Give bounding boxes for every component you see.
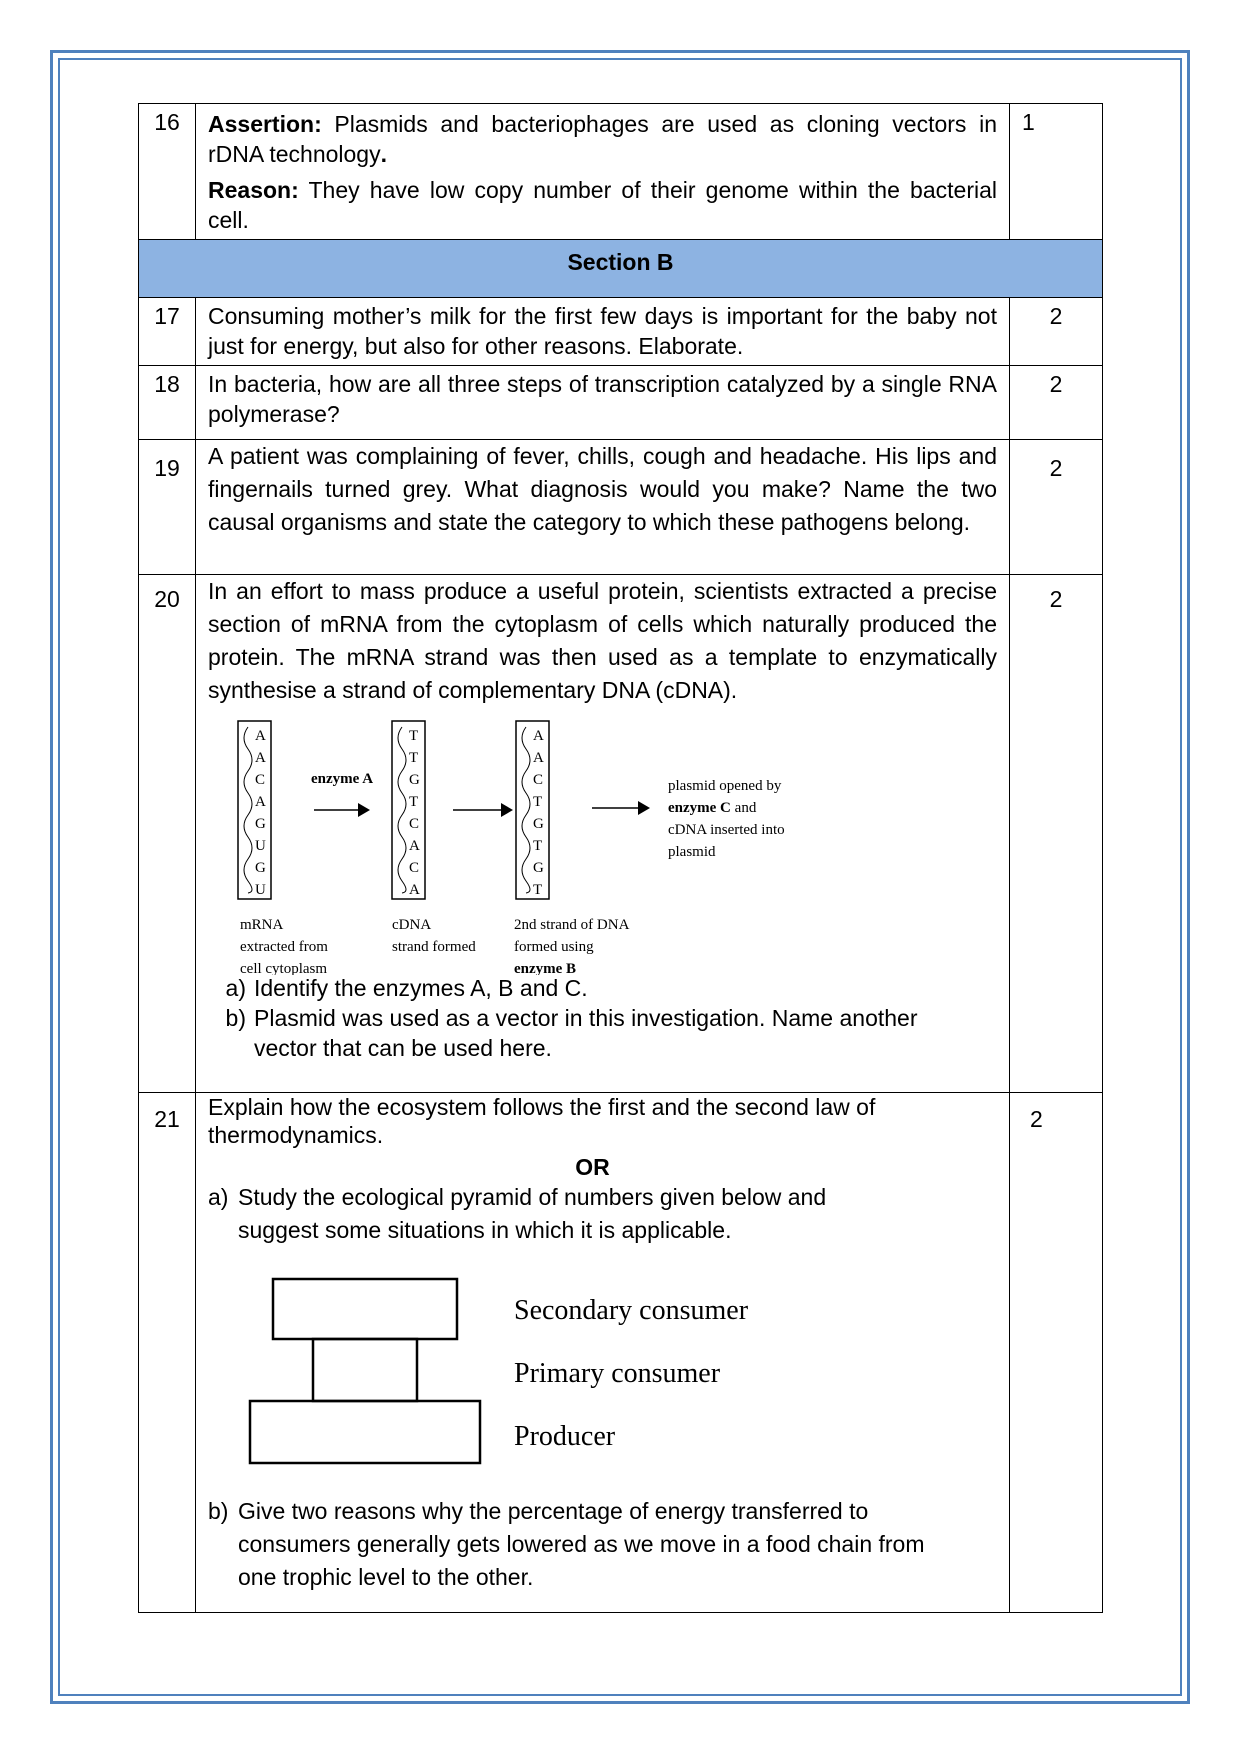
plasmid-note <box>668 778 785 860</box>
caption-3 <box>514 917 630 975</box>
plasmid-line <box>668 800 757 816</box>
base-label: C <box>409 860 420 876</box>
caption-line: extracted from <box>240 939 328 955</box>
question-table <box>138 103 1103 1613</box>
section-header-row <box>139 240 1103 298</box>
dna-second-strand-line <box>522 727 530 893</box>
plasmid-line: cDNA inserted into <box>668 822 785 838</box>
plasmid-line: plasmid opened by <box>668 778 782 794</box>
question-number: 21 <box>139 1093 196 1613</box>
question-20-body <box>196 575 1010 1093</box>
base-label: T <box>409 750 419 766</box>
plasmid-line: plasmid <box>668 844 716 860</box>
arrow-1-head <box>358 803 370 817</box>
caption-line: enzyme B <box>514 961 577 975</box>
question-row-20 <box>139 575 1103 1093</box>
base-label: G <box>409 772 420 788</box>
reason-label: Reason: <box>208 176 299 203</box>
caption-line: 2nd strand of DNA <box>514 917 630 933</box>
subquestion-label: b) <box>208 1498 229 1524</box>
subquestion-text: Plasmid was used as a vector in this investigation. Name another vector that can be used here. <box>254 1005 918 1061</box>
base-label: C <box>409 816 420 832</box>
question-marks: 2 <box>1010 575 1103 1093</box>
caption-line: strand formed <box>392 939 476 955</box>
pyramid-level-primary-consumer <box>313 1339 417 1401</box>
pyramid-level-secondary-consumer <box>273 1279 457 1339</box>
subquestion-text: Study the ecological pyramid of numbers given below and suggest some situations in which it is applicable. <box>238 1184 827 1243</box>
question-19-text <box>196 440 1010 575</box>
question-row-17 <box>139 298 1103 366</box>
question-number: 20 <box>139 575 196 1093</box>
base-label: A <box>533 728 544 744</box>
question-marks: 2 <box>1010 1093 1103 1613</box>
base-label: T <box>533 794 543 810</box>
question-number: 19 <box>139 440 196 575</box>
cdna-diagram <box>208 713 968 975</box>
mrna-bases <box>255 728 266 898</box>
assertion-end: . <box>380 140 387 167</box>
question-number: 17 <box>139 298 196 366</box>
base-label: A <box>533 750 544 766</box>
base-label: A <box>255 750 266 766</box>
question-text: Explain how the ecosystem follows the first and the second law of thermodynamics. <box>208 1094 876 1148</box>
reason-text: They have low copy number of their genome within the bacterial cell. <box>208 176 997 233</box>
subquestion-label: b) <box>225 1005 246 1031</box>
base-label: G <box>533 816 544 832</box>
question-marks: 1 <box>1010 104 1103 240</box>
subquestion-text: Identify the enzymes A, B and C. <box>254 975 588 1001</box>
question-18-text <box>196 366 1010 440</box>
caption-2 <box>392 917 476 955</box>
mrna-strand-line <box>244 727 252 893</box>
cdna-bases <box>409 728 420 898</box>
question-16-body <box>196 104 1010 240</box>
caption-line: mRNA <box>240 917 284 933</box>
enzyme-a-label: enzyme A <box>311 771 374 787</box>
assertion-label: Assertion: <box>208 111 322 137</box>
base-label: A <box>255 794 266 810</box>
caption-line: formed using <box>514 939 594 955</box>
caption-1 <box>240 917 328 975</box>
question-21-body <box>196 1093 1010 1613</box>
question-text: In an effort to mass produce a useful protein, scientists extracted a precise section of mRNA from the cytoplasm of cells which naturally produced the protein. The mRNA strand was then used as a template to enzymatically synthesise a strand of complementary DNA (cDNA). <box>208 578 997 703</box>
question-marks: 2 <box>1010 298 1103 366</box>
pyramid-of-numbers <box>248 1269 808 1491</box>
base-label: G <box>533 860 544 876</box>
question-row-16 <box>139 104 1103 240</box>
question-row-18 <box>139 366 1103 440</box>
base-label: C <box>255 772 266 788</box>
base-label: T <box>533 882 543 898</box>
section-title: Section B <box>139 240 1103 298</box>
caption-line: cell cytoplasm <box>240 961 328 975</box>
question-17-text <box>196 298 1010 366</box>
subquestion-text: Give two reasons why the percentage of energy transferred to consumers generally gets lowered as we move in a food chain from one trophic level to the other. <box>238 1498 925 1590</box>
base-label: U <box>255 838 266 854</box>
question-marks: 2 <box>1010 366 1103 440</box>
question-number: 18 <box>139 366 196 440</box>
question-marks: 2 <box>1010 440 1103 575</box>
assertion-text: Plasmids and bacteriophages are used as cloning vectors in rDNA technology <box>208 111 997 167</box>
subquestion-label: a) <box>225 975 246 1001</box>
base-label: A <box>409 882 420 898</box>
question-text: A patient was complaining of fever, chills, cough and headache. His lips and fingernails turned grey. What diagnosis would you make? Name the two causal organisms and state the category to which these pathogens belong. <box>208 443 997 535</box>
dna-second-strand-bases <box>533 728 544 898</box>
subquestion-list <box>208 973 997 1063</box>
caption-line: cDNA <box>392 917 432 933</box>
pyramid-level-producer <box>250 1401 480 1463</box>
subquestion-a <box>208 1181 997 1247</box>
base-label: T <box>533 838 543 854</box>
reason <box>208 176 997 236</box>
arrow-2-head <box>501 803 513 817</box>
question-row-19 <box>139 440 1103 575</box>
base-label: G <box>255 860 266 876</box>
plasmid-line-and: and <box>730 800 757 816</box>
pyramid-label: Producer <box>514 1421 616 1452</box>
arrow-3-head <box>638 801 650 815</box>
question-row-21 <box>139 1093 1103 1613</box>
enzyme-c-label: enzyme C <box>668 800 731 816</box>
base-label: T <box>409 728 419 744</box>
pyramid-label: Primary consumer <box>514 1358 721 1389</box>
assertion <box>208 110 997 170</box>
subquestion-b <box>208 1003 997 1063</box>
base-label: G <box>255 816 266 832</box>
base-label: C <box>533 772 544 788</box>
base-label: U <box>255 882 266 898</box>
subquestion-b <box>208 1495 997 1594</box>
cdna-strand-line <box>398 727 406 893</box>
base-label: A <box>255 728 266 744</box>
subquestion-label: a) <box>208 1184 229 1210</box>
pyramid-label: Secondary consumer <box>514 1295 749 1326</box>
base-label: A <box>409 838 420 854</box>
question-text: Consuming mother’s milk for the first few days is important for the baby not just for energy, but also for other reasons. Elaborate. <box>208 303 997 359</box>
question-text: In bacteria, how are all three steps of transcription catalyzed by a single RNA polymerase? <box>208 371 997 427</box>
or-separator: OR <box>575 1154 610 1180</box>
base-label: T <box>409 794 419 810</box>
question-number: 16 <box>139 104 196 240</box>
subquestion-a <box>208 973 997 1003</box>
